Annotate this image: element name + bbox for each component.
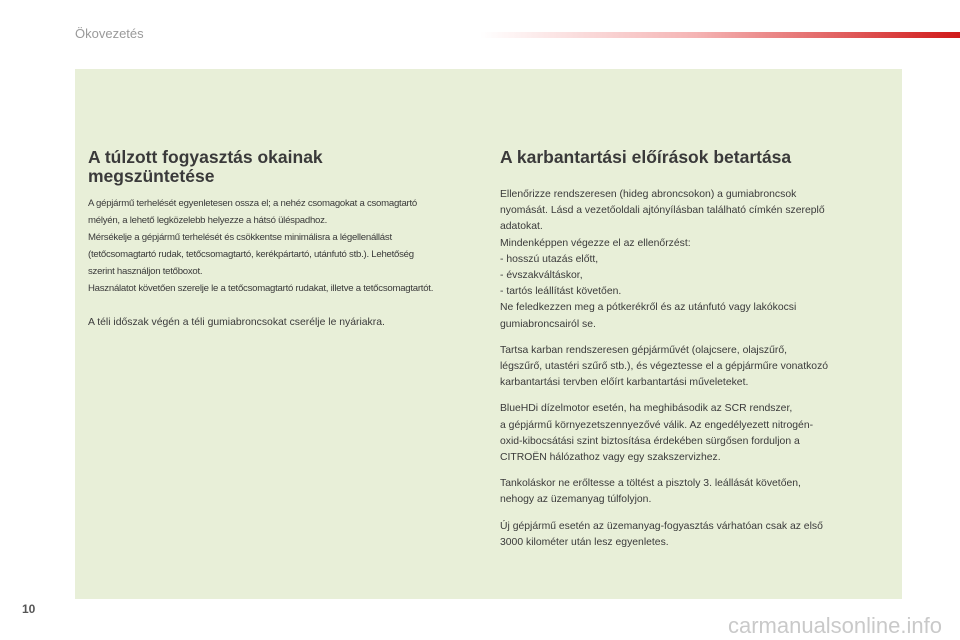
right-heading: A karbantartási előírások betartása <box>500 147 792 167</box>
header-accent-bar <box>480 32 960 38</box>
right-column <box>500 148 890 551</box>
right-paragraph-2: Tartsa karban rendszeresen gépjárművét (olajcsere, olajszűrő, légszűrő, utastéri szűrő stb.), és végeztesse el a gépjárműre vonatkozó karbantartási tervben előírt karbantartási műveleteket. <box>500 344 829 389</box>
right-paragraph-3: BlueHDi dízelmotor esetén, ha meghibásodik az SCR rendszer, a gépjármű környezetszennyezővé válik. Az engedélyezett nitrogén- oxid-kibocsátási szint biztosítása érdekében sürgősen forduljon a CITROËN hálózathoz vagy egy szakszervizhez. <box>500 403 814 464</box>
right-paragraph-5: Új gépjármű esetén az üzemanyag-fogyasztás várhatóan csak az első 3000 kilométer után lesz egyenletes. <box>500 520 823 548</box>
right-paragraph-1: Ellenőrizze rendszeresen (hideg abroncsokon) a gumiabroncsok nyomását. Lásd a vezetőoldali ajtónyílásban található címkén szereplő adatokat. Mindenképpen végezze el az ellenőrzést: - hosszú utazás előtt, - évszakváltáskor, - tartós leállítást követően. Ne feledkezzen meg a pótkerékről és az utánfutó vagy lakókocsi gumiabroncsairól se. <box>500 189 825 330</box>
left-paragraph-2: A téli időszak végén a téli gumiabroncsokat cserélje le nyáriakra. <box>88 317 385 328</box>
page-number: 10 <box>22 602 36 616</box>
right-paragraph-4: Tankoláskor ne erőltesse a töltést a pisztoly 3. leállását követően, nehogy az üzemanyag túlfolyjon. <box>500 478 801 506</box>
left-paragraph-1: A gépjármű terhelését egyenletesen ossza el; a nehéz csomagokat a csomagtartó mélyén, a lehető legközelebb helyezze a hátsó üléspadhoz. Mérsékelje a gépjármű terhelését és csökkentse minimálisra a légellenállást (tetőcsomagtartó rudak, tetőcsomagtartó, kerékpártartó, utánfutó stb.). Lehetőség szerint használjon tetőboxot. Használatot követően szerelje le a tetőcsomagtartó rudakat, illetve a tetőcsomagtartót. <box>88 198 434 294</box>
left-heading: A túlzott fogyasztás okainak megszüntetése <box>88 147 323 186</box>
section-title: Ökovezetés <box>75 26 144 41</box>
left-column <box>88 148 476 331</box>
watermark: carmanualsonline.info <box>727 613 942 638</box>
